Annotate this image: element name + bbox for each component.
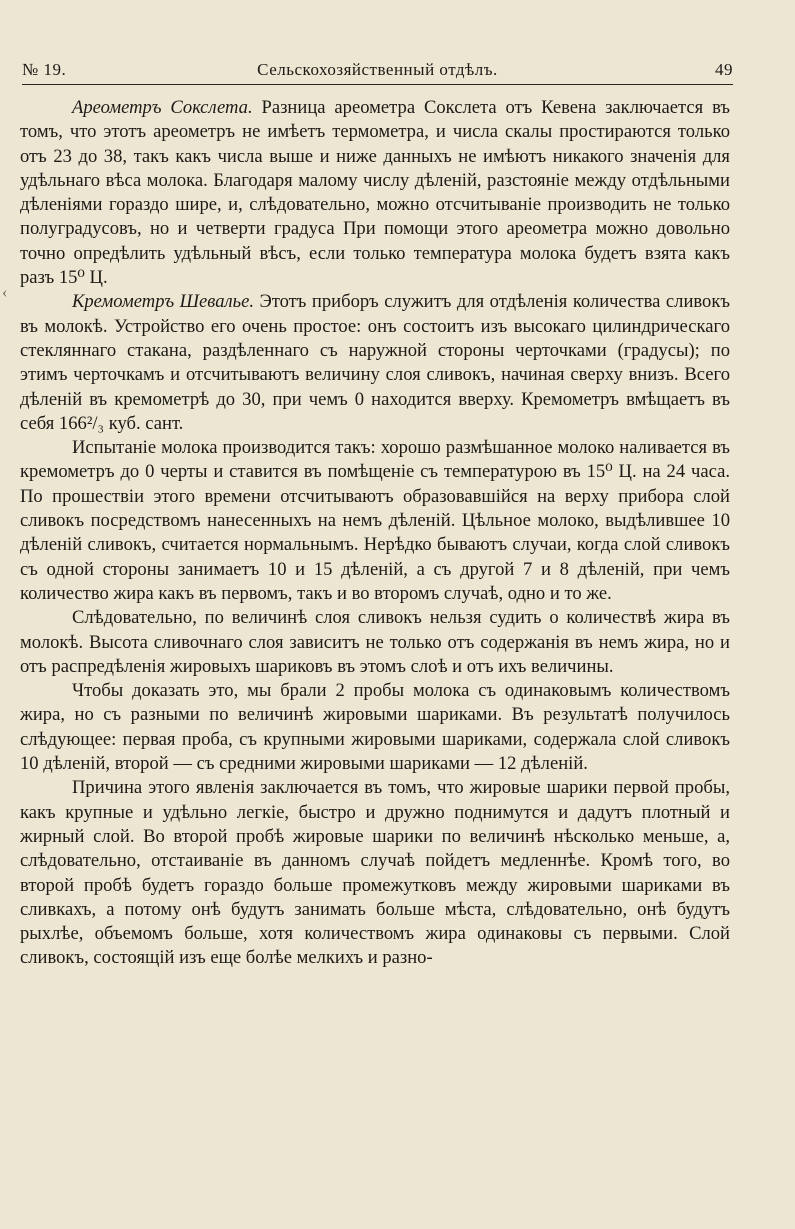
- paragraph: [20, 436, 730, 606]
- page-number: 49: [715, 60, 733, 79]
- paragraph: [20, 290, 730, 436]
- paragraph: [20, 679, 730, 776]
- issue-number: № 19.: [22, 60, 67, 79]
- section-title: Сельскохозяйственный отдѣлъ.: [257, 60, 498, 79]
- paragraph-lead: Кремометръ Шевалье.: [72, 291, 254, 313]
- paragraph-text: Этотъ приборъ служитъ для отдѣленія количества сливокъ въ молокѣ. Устройство его очень простое: онъ состоитъ изъ высокаго цилиндрическаго стекляннаго стакана, раздѣленнаго съ наружной стороны черточками (градусы); по этимъ черточкамъ и отсчитываютъ величину слоя сливокъ, начиная сверху внизъ. Всего дѣленій въ кремометрѣ до 30, при чемъ 0 находится вверху. Кремометръ вмѣщаетъ въ себя 166²/₃ куб. сант.: [20, 291, 730, 434]
- paragraph: [20, 606, 730, 679]
- paragraph-text: Чтобы доказать это, мы брали 2 пробы молока съ одинаковымъ количествомъ жира, но съ разными по величинѣ жировыми шариками. Въ результатѣ получилось слѣдующее: первая проба, съ крупными жировыми шариками, содержала слой сливокъ 10 дѣленій, второй — съ средними жировыми шариками — 12 дѣленій.: [20, 680, 730, 775]
- margin-mark: ‹: [2, 284, 8, 301]
- paragraph-text: Причина этого явленія заключается въ томъ, что жировые шарики первой пробы, какъ крупные и удѣльно легкіе, быстро и дружно поднимутся и дадутъ плотный и жирный слой. Во второй пробѣ жировые шарики по величинѣ нѣсколько меньше, а, слѣдовательно, отстаиваніе въ данномъ случаѣ пойдетъ медленнѣе. Кромѣ того, во второй пробѣ будетъ гораздо больше промежутковъ между жировыми шариками въ сливкахъ, а потому онѣ будутъ занимать больше мѣста, слѣдовательно, онѣ будутъ рыхлѣе, объемомъ больше, хотя количествомъ жира одинаковы съ первыми. Слой сливокъ, состоящій изъ еще болѣе мелкихъ и разно-: [20, 777, 730, 969]
- running-header: [22, 58, 733, 85]
- paragraph-text: Испытаніе молока производится такъ: хорошо размѣшанное молоко наливается въ кремометръ до 0 черты и ставится въ помѣщеніе съ температурою въ 15⁰ Ц. на 24 часа. По прошествіи этого времени отсчитываютъ образовавшійся на верху прибора слой сливокъ посредствомъ нанесенныхъ на немъ дѣленій. Цѣльное молоко, выдѣлившее 10 дѣленій сливокъ, считается нормальнымъ. Нерѣдко бываютъ случаи, когда слой сливокъ съ одной стороны занимаетъ 10 и 15 дѣленій, а съ другой 7 и 8 дѣленій, при чемъ количество жира какъ въ первомъ, такъ и во второмъ случаѣ, одно и то же.: [20, 437, 730, 604]
- paragraph-lead: Ареометръ Сокслета.: [72, 97, 253, 118]
- paragraph: [20, 776, 730, 970]
- paragraph-text: Слѣдовательно, по величинѣ слоя сливокъ нельзя судить о количествѣ жира въ молокѣ. Высота сливочнаго слоя зависитъ не только отъ содержанія въ немъ жира, но и отъ распредѣленія жировыхъ шариковъ въ этомъ слоѣ и отъ ихъ величины.: [20, 607, 730, 677]
- paragraph: [20, 96, 730, 290]
- paragraph-text: Разница ареометра Сокслета отъ Кевена заключается въ томъ, что этотъ ареометръ не имѣетъ термометра, и числа скалы простираются только отъ 23 до 38, такъ какъ числа выше и ниже данныхъ не имѣютъ никакого значенія для удѣльнаго вѣса молока. Благодаря малому числу дѣленій, разстояніе между отдѣльными дѣленіями гораздо шире, и, слѣдовательно, можно отсчитываніе производить не только полуградусовъ, но и четверти градуса При помощи этого ареометра можно довольно точно опредѣлить удѣльный вѣсъ, если только температура молока будетъ взята какъ разъ 15⁰ Ц.: [20, 97, 730, 289]
- article-body: [20, 96, 730, 971]
